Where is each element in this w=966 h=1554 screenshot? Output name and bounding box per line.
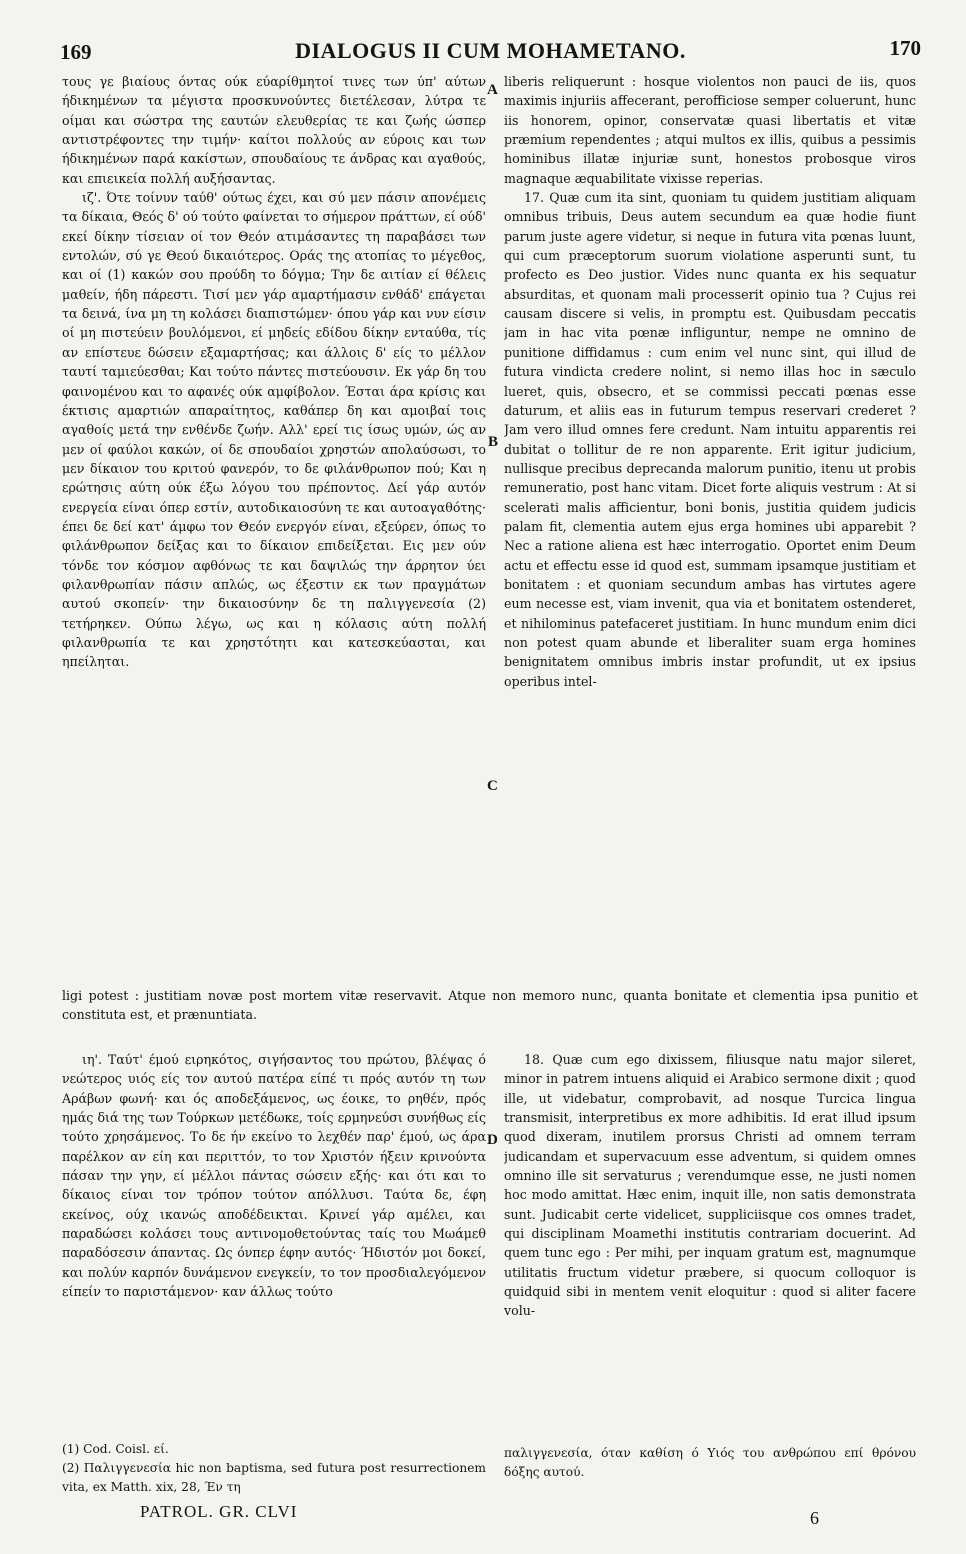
spanning-text: ligi potest : justitiam novæ post mortem vitæ reservavit. Atque non memoro nunc, quanta bonitate et clementia ipsa punitio et constituta est, et prænuntiata. [62, 988, 918, 1023]
latin-paragraph: liberis reliquerunt : hosque violentos non pauci de iis, quos maximis injuriis affecerant, perofficiose semper coluerunt, hunc iis honorem, opinor, conservatæ quasi libertatis et vitæ præmium rependentes ; atqui multos ex illis, quibus a pessimis hominibus illatæ injuriæ sunt, honestos probosque viros magnaque æquabilitate vixisse reperias. [504, 74, 916, 186]
spanning-line [62, 986, 918, 1028]
greek-column-lower [62, 1050, 486, 1428]
latin-column [504, 72, 916, 1012]
greek-paragraph: ιζ'. Ότε τοίνυν ταύθ' ούτως έχει, και σύ μεν πάσιν απονέμεις τα δίκαια, Θεός δ' ού τούτο φαίνεται το σήμερον πράττων, εί ούδ' εκεί δίκην τίσειαν οί τον Θεόν ατιμάσαντες τη παραβάσει των εντολών, σύ γε Θεού δικαιότερος. Οράς της ατοπίας το μέγεθος, και οί (1) κακών σου προύδη το δόγμα; Την δε αιτίαν εί θέλεις μαθείν, ήδη πάρεστι. Τισί μεν γάρ αμαρτήμασιν ενθάδ' επάγεται τα δεινά, ίνα μη τη κολάσει διαπιστώμεν· όπου γάρ και νυν είσιν οί μη πιστεύειν βουλόμενοι, εί μηδείς εδίδου δίκην ενταύθα, τίς αν επίστευε δώσειν εξαμαρτήσας; και άλλοις δ' είς το μέλλον ταυτί ταμιεύεσθαι; Και τούτο πάντες πιστεύουσιν. Εκ γάρ δη του φαινομένου και το αφανές ούκ αμφίβολον. Έσται άρα κρίσις και έκτισις αμαρτιών απαραίτητος, καθάπερ δη και αμοιβαί τοις αγαθοίς μετά την ενθένδε ζωήν. Αλλ' ερεί τις ίσως υμών, ώς αν μεν οί φαύλοι κακών, οί δε σπουδαίοι χρηστών απολαύσωσι, το μεν δίκαιον του κριτού φανερόν, το δε φιλάνθρωπον πού; Και η ερώτησις αύτη ούκ έξω λόγου του πρέποντος. Δεί γάρ αυτόν ενεργεία είναι όπερ εστίν, αυτοδικαιοσύνη τε και αυτοαγαθότης· έπει δε δεί κατ' άμφω τον Θεόν ενεργόν είναι, εξεύρεν, όπως το φιλάνθρωπον δείξας και το δίκαιον επιδείξεται. Εις μεν ούν τόνδε τον κόσμον αφθόνως τε και δαψιλώς την άρρητον ύει φιλανθρωπίαν πάσιν απλώς, ως έξεστιν εκ των πραγμάτων αυτού σκοπείν· την δικαιοσύνην δε τη παλιγγενεσία (2) τετήρηκεν. Ούπω λέγω, ως και η κόλασις αύτη πολλή φιλανθρωπία τε και χρηστότητι και κατεσκεύασται, και ηπείληται. [62, 190, 486, 670]
footnote-1: (1) Cod. Coisl. εί. [62, 1442, 169, 1456]
footnote-continuation-text: παλιγγενεσία, όταν καθίση ό Υιός του ανθρώπου επί θρόνου δόξης αυτού. [504, 1446, 916, 1479]
left-page-number: 169 [60, 40, 92, 64]
greek-paragraph: ιη'. Ταύτ' έμού ειρηκότος, σιγήσαντος του πρώτου, βλέψας ό νεώτερος υιός είς τον αυτού πατέρα είπέ τι πρός αυτόν τη των Αράβων φωνή· και ός αποδεξάμενος, ως έοικε, το ρηθέν, πρός ημάς διά της των Τούρκων μετέδωκε, τοίς ερμηνεύσι συνήθως είς τούτο χρησάμενος. Το δε ήν εκείνο το λεχθέν παρ' έμού, ως άρα παρέλκον αν είη και περιττόν, το τον Χριστόν ήξειν κρινούντα πάσαν την γην, εί μέλλοι πάντας σώσειν εξής· και ότι και το δίκαιος είναι τον τρόπον τούτον απόλλυσι. Ταύτα δε, έφη εκείνος, ούχ ικανώς αποδέδεικται. Κρινεί γάρ αμέλει, και παραδώσει κολάσει τους αντινομοθετούντας ταίς του Μωάμεθ παραδόσεσιν άπαντας. Ως όνπερ έφην αυτός· Ήδιστόν μοι δοκεί, και πολύν καρπόν δυνάμενον ενεγκείν, το τον προσδιαλεγόμενον είπείν το παριστάμενον· καν άλλως τούτο [62, 1052, 486, 1300]
footnotes [62, 1440, 486, 1502]
greek-paragraph: τους γε βιαίους όντας ούκ εύαρίθμητοί τινες των ύπ' αύτων ήδικημένων τα μέγιστα προσκυνούντες διετέλεσαν, λύτρα τε οίμαι και σώστρα της εαυτών ελευθερίας τε και ζωής ώσπερ αντιστρέφοντες την τιμήν· καίτοι πολλούς αν εύροις και των ήδικημένων παρά κακίστων, σπουδαίους τε άνδρας και αγαθούς, και επιεικεία πολλή αυξήσαντας. [62, 74, 486, 186]
margin-letter-b: B [488, 434, 499, 450]
margin-letter-c: C [487, 778, 498, 794]
footer-signature: 6 [810, 1508, 819, 1528]
footnote-2: (2) Παλιγγενεσία hic non baptisma, sed futura post resurrectionem vita, ex Matth. xix, 28, Έν τη [62, 1461, 486, 1494]
margin-letter-d: D [487, 1132, 498, 1148]
footnote-continuation [504, 1444, 916, 1484]
footer-series: PATROL. GR. CLVI [140, 1502, 298, 1521]
latin-column-lower [504, 1050, 916, 1428]
margin-letter-a: A [487, 82, 498, 98]
greek-column [62, 72, 486, 1012]
latin-paragraph: 17. Quæ cum ita sint, quoniam tu quidem justitiam aliquam omnibus tribuis, Deus autem secundum ea quæ hodie fiunt parum juste agere videtur, si neque in futura vita pœnas luunt, qui cum præceptorum suorum violatione asperunti sunt, tu profecto es Deo justior. Vides nunc quanta ex his sequatur absurditas, et quonam mali processerit opinio tua ? Cujus rei causam discere si velis, in promptu est. Quibusdam peccatis jam in hac vita pœnæ infliguntur, nempe ne omnino de punitione diffidamus : cum enim vel nunc sint, qui illud de futura vindicta credere nolint, si nemo illas hoc in sæculo lueret, quis, obsecro, et se commissi peccati pœnas esse daturum, et aliis eas in futurum tempus reservari crederet ? Jam vero illud omnes fere credunt. Nam intuitu apparentis rei dubitat o tollitur de re non apparente. Erit igitur judicium, nullisque precibus deprecanda malorum punitio, itenu ut probis remuneratio, post hanc vitam. Dicet forte aliquis vestrum : At si scelerati malis afficientur, boni bonis, justitia quidem judicis palam fit, clementia autem ejus erga homines ubi apparebit ? Nec a ratione aliena est hæc interrogatio. Oportet enim Deum actu et effectu esse id quod est, summam ipsamque justitiam et bonitatem : et quoniam secundum ambas has virtutes agere eum necesse est, viam invenit, qua via et bonitatem ostenderet, et nihilominus patefaceret justitiam. In hunc mundum enim dici non potest quam abunde et liberaliter suam erga homines benignitatem omnibus imbris instar profundit, ut ex ipsius operibus intel- [504, 190, 916, 689]
running-header [60, 32, 921, 68]
latin-paragraph: 18. Quæ cum ego dixissem, filiusque natu major sileret, minor in patrem intuens aliquid ei Arabico sermone dixit ; quod ille, ut videbatur, comprobavit, ad nosque Turcica lingua transmisit, interpretibus ex more adhibitis. Id erat illud ipsum quod dixeram, inutilem prorsus Christi ad omnem terram judicandam et supervacuum esse adventum, si quidem omnes omnino ille sit servaturus ; verendumque esse, ne justi nomen hoc modo amittat. Hæc enim, inquit ille, non satis demonstrata sunt. Judicabit certe videlicet, suppliciisque cos omnes tradet, qui disciplinam Moamethi institutis contrariam docuerint. Ad quem tunc ego : Per mihi, per inquam gratum est, magnumque utilitatis fructum videtur præbere, si quocum colloquor is quidquid sibi in mentem venit eloquitur : quod si aliter facere volu- [504, 1052, 916, 1319]
right-page-number: 170 [889, 36, 921, 60]
running-title: DIALOGUS II CUM MOHAMETANO. [295, 38, 686, 63]
